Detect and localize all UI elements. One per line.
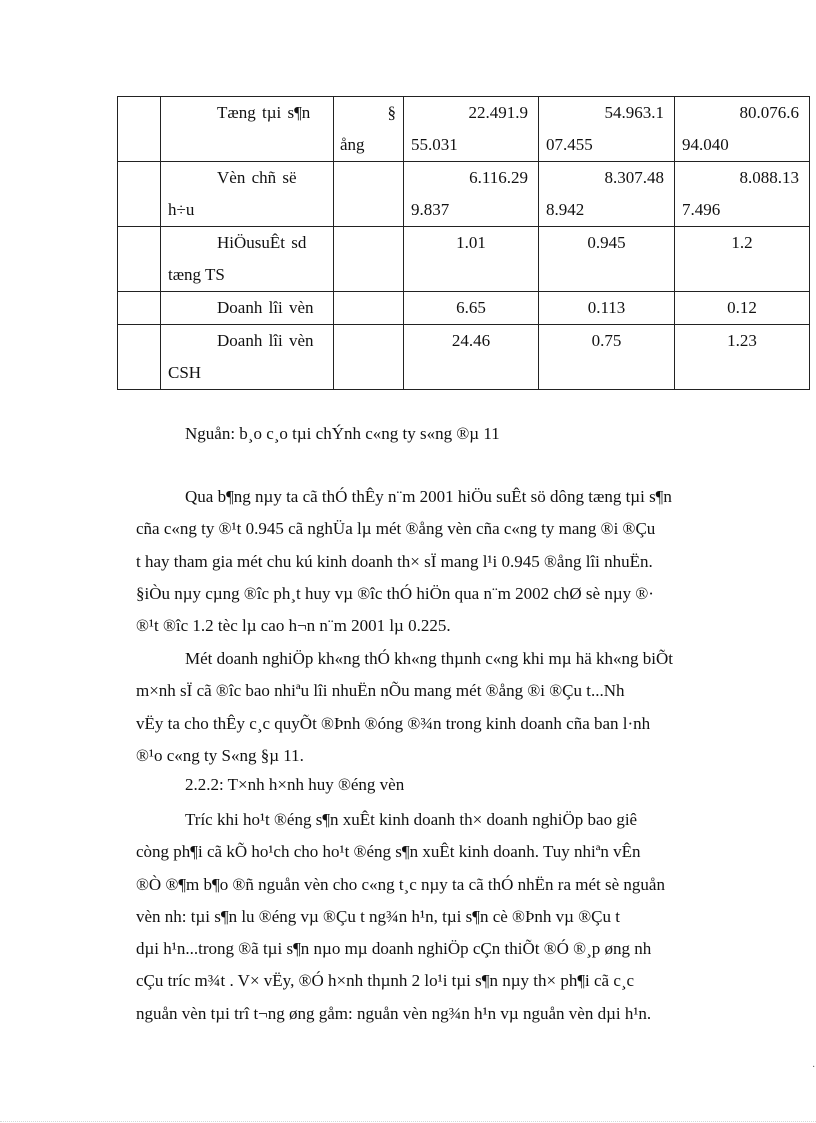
value-2002-cell: 0.75 [539,325,675,390]
text-line: cÇu tríc m¾t . V× vËy, ®Ó h×nh thµnh 2 lo¹i tµi s¶n nµy th× ph¶i cã c¸c [136,971,635,991]
value-2002-cell: 8.307.48 8.942 [539,162,675,227]
text-line: ®¹t ®îc 1.2 tèc lµ cao h¬n n¨m 2001 lµ 0.225. [136,616,451,636]
table-row [118,97,810,162]
index-cell [118,292,161,325]
value-2003-cell: 1.23 [675,325,810,390]
text-line: cña c«ng ty ®¹t 0.945 cã nghÜa lµ mét ®ång vèn cña c«ng ty mang ®i ®Çu [136,519,656,539]
source-note: Nguån: b¸o c¸o tµi chÝnh c«ng ty s«ng ®µ 11 [185,424,500,443]
text-line: m×nh sÏ cã ®îc bao nhiªu lîi nhuËn nÕu mang mét ®ång ®i ®Çu t...Nh [136,681,625,701]
value-2003-cell: 0.12 [675,292,810,325]
table-row [118,292,810,325]
value-2003-cell: 80.076.6 94.040 [675,97,810,162]
table-row [118,162,810,227]
text-line: Mét doanh nghiÖp kh«ng thÓ kh«ng thµnh c«ng khi mµ hä kh«ng biÕt [185,649,674,668]
index-cell [118,162,161,227]
unit-cell: § ång [334,97,404,162]
text-line: §iÒu nµy cµng ®îc ph¸t huy vµ ®îc thÓ hiÖn qua n¨m 2002 chØ sè nµy ®· [136,583,654,603]
text-line: ®Ò ®¶m b¶o ®ñ nguån vèn cho c«ng t¸c nµy ta cã thÓ nhËn ra mét sè nguån [136,874,665,894]
index-cell [118,227,161,292]
indicator-cell: Doanh lîi vèn [161,292,334,325]
indicator-cell: HiÖusuÊt sd tæng TS [161,227,334,292]
value-2001-cell: 24.46 [404,325,539,390]
text-line: nguån vèn tµi trî t¬ng øng gåm: nguån vèn ng¾n h¹n vµ nguån vèn dµi h¹n. [136,1003,652,1023]
financial-indicators-table [117,96,810,390]
value-2002-cell: 54.963.1 07.455 [539,97,675,162]
value-2002-cell: 0.945 [539,227,675,292]
text-line: Tríc khi ho¹t ®éng s¶n xuÊt kinh doanh th× doanh nghiÖp bao giê [185,810,638,829]
paragraph-efficiency [136,481,740,642]
index-cell [118,325,161,390]
value-2001-cell: 6.65 [404,292,539,325]
value-2003-cell: 8.088.13 7.496 [675,162,810,227]
indicator-cell: Doanh lîi vèn CSH [161,325,334,390]
value-2001-cell: 1.01 [404,227,539,292]
unit-cell [334,227,404,292]
text-line: vèn nh: tµi s¶n lu ®éng vµ ®Çu t ng¾n h¹n, tµi s¶n cè ®Þnh vµ ®Çu t [136,906,620,926]
paragraph-capital [136,804,740,1030]
table-row [118,227,810,292]
corner-mark: · [812,1062,816,1073]
indicator-cell: Vèn chñ së h÷u [161,162,334,227]
text-line: dµi h¹n...trong ®ã tµi s¶n nµo mµ doanh nghiÖp cÇn thiÕt ®Ó ®¸p øng nh [136,939,652,959]
text-line: vËy ta cho thÊy c¸c quyÕt ®Þnh ®óng ®¾n trong kinh doanh cña ban l·nh [136,713,651,733]
paragraph-success [136,643,740,772]
unit-cell [334,292,404,325]
value-2002-cell: 0.113 [539,292,675,325]
indicator-cell: Tæng tµi s¶n [161,97,334,162]
unit-cell [334,162,404,227]
text-line: Qua b¶ng nµy ta cã thÓ thÊy n¨m 2001 hiÖu suÊt sö dông tæng tµi s¶n [185,487,672,506]
text-line: t hay tham gia mét chu kú kinh doanh th× sÏ mang l¹i 0.945 ®ång lîi nhuËn. [136,551,653,571]
unit-cell [334,325,404,390]
table-row [118,325,810,390]
index-cell [118,97,161,162]
section-heading: 2.2.2: T×nh h×nh huy ®éng vèn [185,775,405,794]
value-2001-cell: 22.491.9 55.031 [404,97,539,162]
value-2001-cell: 6.116.29 9.837 [404,162,539,227]
value-2003-cell: 1.2 [675,227,810,292]
text-line: còng ph¶i cã kÕ ho¹ch cho ho¹t ®éng s¶n xuÊt kinh doanh. Tuy nhiªn vÊn [136,842,641,862]
text-line: ®¹o c«ng ty S«ng §µ 11. [136,745,304,765]
